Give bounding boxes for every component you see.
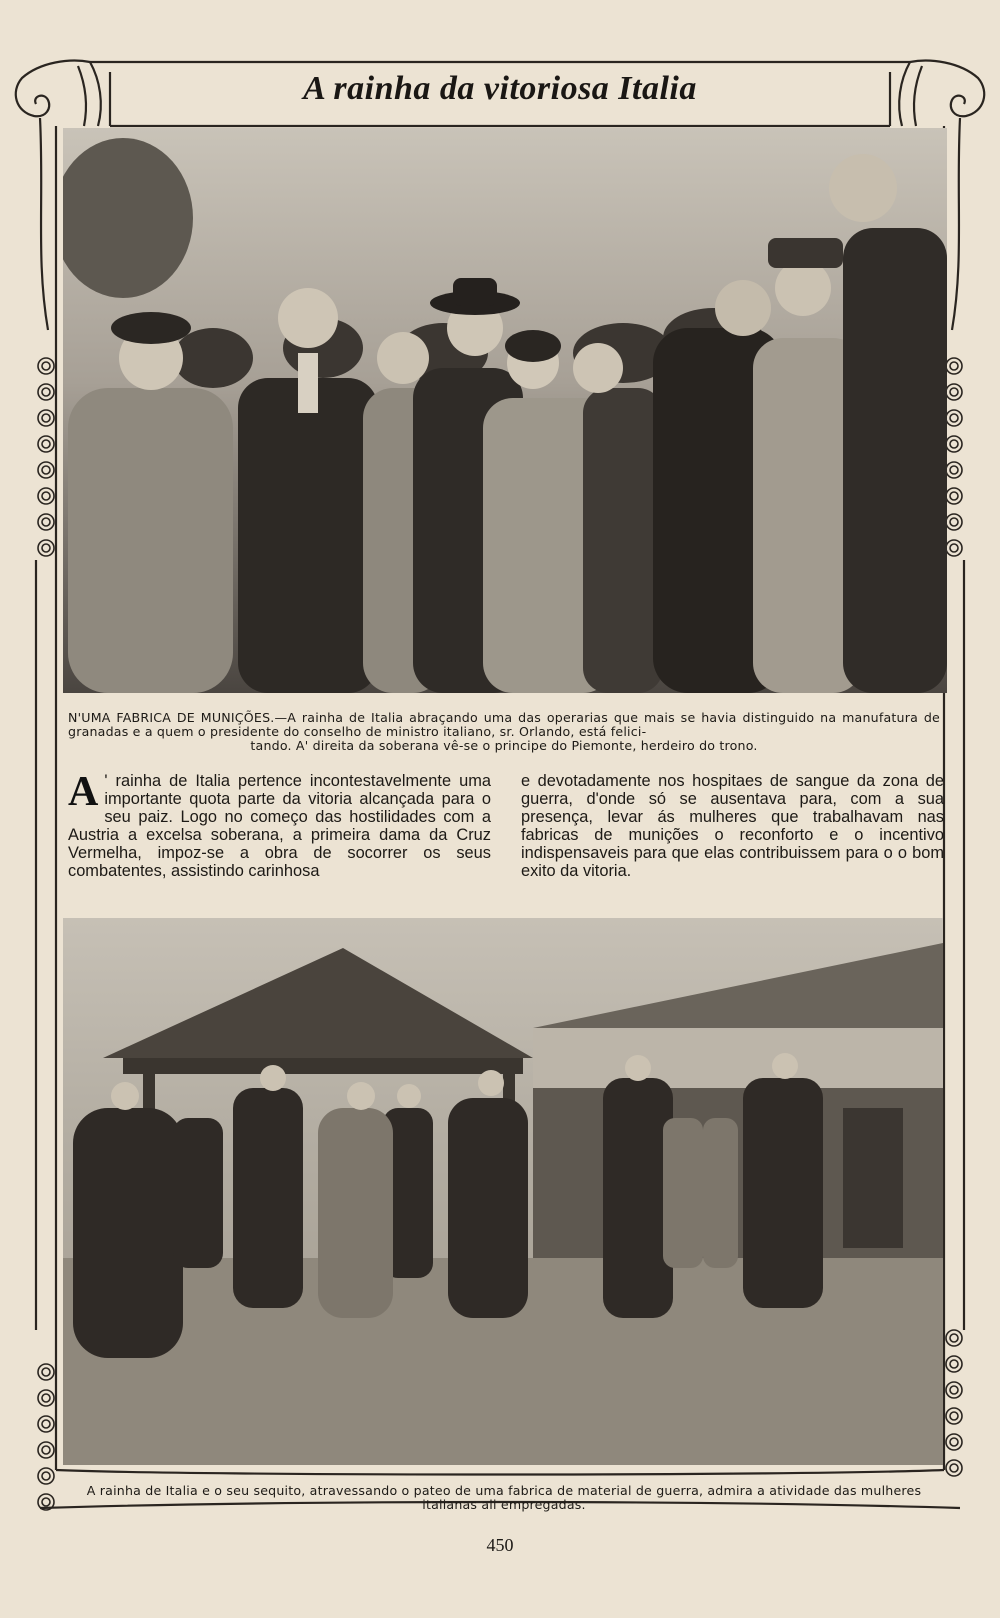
bottom-photo-caption: A rainha de Italia e o seu sequito, atravessando o pateo de uma fabrica de material de guerra, admira a atividade das mulheres italianas ali empregadas. (86, 1483, 922, 1512)
article-column-2 (521, 773, 944, 883)
page-number: 450 (486, 1535, 514, 1555)
column-1-text: ' rainha de Italia pertence incontestavelmente uma importante quota parte da vitoria alcançada para o seu paiz. Logo no começo das hostilidades com a Austria a excelsa soberana, a primeira dama da Cruz Vermelha, impoz-se a obra de socorrer os seus combatentes, assistindo carinhosa (68, 772, 491, 880)
article-column-1 (68, 769, 491, 883)
caption-line-1: N'UMA FABRICA DE MUNIÇÕES.—A rainha de Italia abraçando uma das operarias que mais se havia distinguido na manufatura de granadas e a quem o presidente do conselho de ministro italiano, sr. Orlando, está felici- (68, 710, 940, 739)
photo-queen-with-workers (63, 128, 947, 693)
article-body (68, 769, 944, 883)
dropcap: A (68, 769, 99, 815)
top-photo-caption (68, 711, 940, 753)
page-title: A rainha da vitoriosa Italia (303, 70, 697, 107)
caption-line-2: tando. A' direita da soberana vê-se o principe do Piemonte, herdeiro do trono. (250, 738, 758, 753)
photo-queen-crossing-factory-yard (63, 918, 943, 1465)
column-2-text: e devotadamente nos hospitaes de sangue da zona de guerra, d'onde só se ausentava para, com a sua presença, levar ás mulheres que trabalhavam nas fabricas de munições o reconforto e o incentivo indispensaveis para que elas contribuissem para o o bom exito da vitoria. (521, 772, 944, 880)
